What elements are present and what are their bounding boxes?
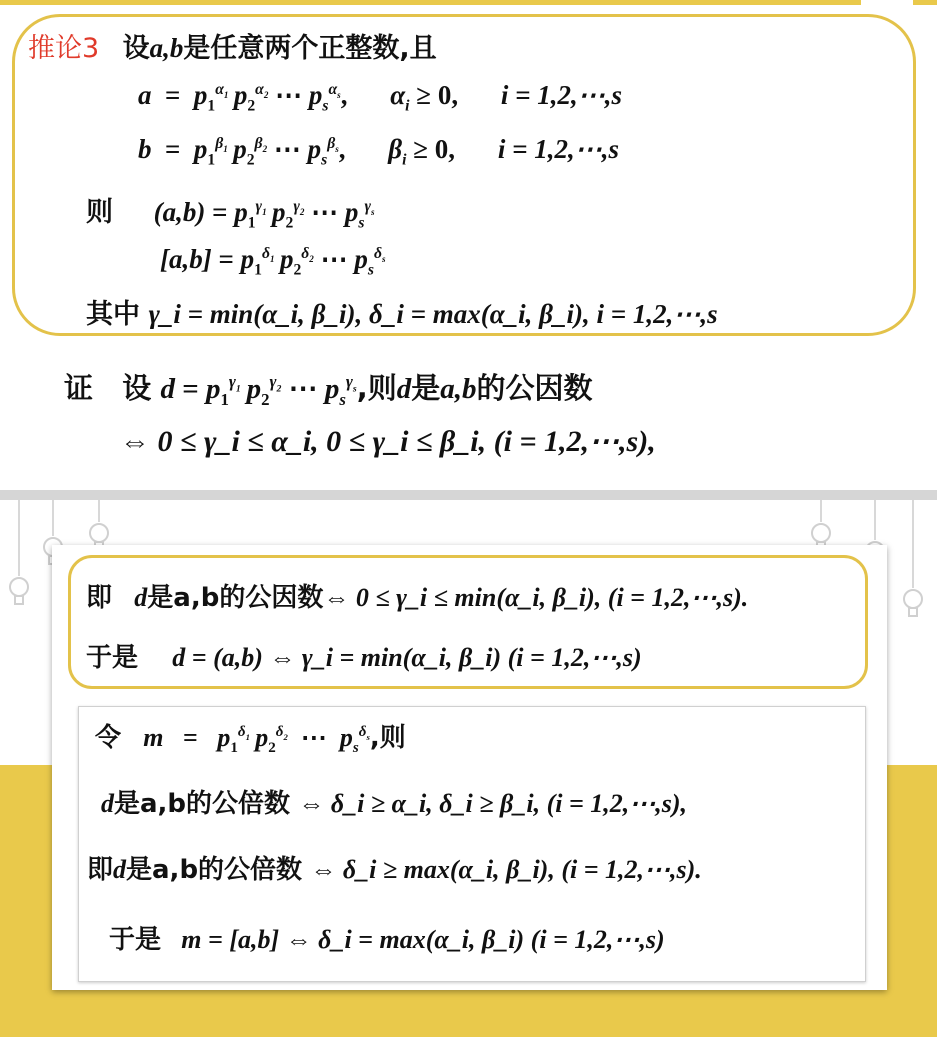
corollary-intro: 设	[122, 33, 150, 64]
slide-proof-continued	[0, 500, 937, 1037]
d-var: d	[160, 373, 175, 405]
gcd-line-1-expr: ⇔ 0 ≤ γ_i ≤ min(α_i, β_i), (i = 1,2,⋯,s).	[323, 583, 749, 612]
proof-is: 是	[411, 371, 441, 405]
lcm-line-4	[109, 919, 665, 956]
lcm-let-line: 令 $m = p_1^{\delta_1}$ $p_2^{\delta_2}$ ⋯ $p_s^{\delta_s}$,则	[95, 723, 406, 757]
beta-cond: ≥ 0,	[413, 134, 456, 164]
proof-ab: a,b	[440, 373, 477, 405]
top-accent-bar	[0, 0, 937, 5]
proof-common-divisor: 的公因数	[476, 371, 593, 405]
proof-intro: 设	[122, 371, 152, 405]
gcd-line-1: 即 d是a,b的公因数⇔ 0 ≤ γ_i ≤ min(α_i, β_i), (i = 1,2,⋯,s).	[86, 583, 749, 613]
lcm-line-3: 即d是a,b的公倍数 ⇔ δ_i ≥ max(α_i, β_i), (i = 1,2,⋯,s).	[87, 855, 702, 885]
d-var-2: d	[396, 373, 412, 405]
lcm-line-3-prefix: 即	[87, 855, 114, 885]
b-range: i = 1,2,⋯,s	[497, 134, 619, 164]
let-label: 令	[95, 723, 122, 753]
a-range: i = 1,2,⋯,s	[500, 80, 622, 110]
lightbulb-icon	[900, 500, 926, 618]
where-clause	[86, 292, 718, 331]
then-label: 则	[86, 197, 113, 228]
gcd-line-2	[86, 637, 642, 674]
a-factorization: $a = p_1^{\alpha_1}$ $p_2^{\alpha_2}$ ⋯ $p_s^{\alpha_s}$, $\alpha_i \ge 0$, i = 1,2,⋯,s	[138, 80, 622, 115]
proof-line-2: ⇔ 0 ≤ γ_i ≤ α_i, 0 ≤ γ_i ≤ β_i, (i = 1,2,⋯,s),	[120, 425, 656, 458]
lcm-box	[78, 706, 866, 982]
gcd-formula: 则 $(a,b) = p_1^{\gamma_1}$ $p_2^{\gamma_2}$ ⋯ $p_s^{\gamma_s}$	[86, 197, 375, 232]
gcd-lhs: (a,b)	[153, 197, 206, 227]
b-factorization: $b = p_1^{\beta_1}$ $p_2^{\beta_2}$ ⋯ $p_s^{\beta_s}$, $\beta_i \ge 0$, i = 1,2,⋯,s	[138, 134, 619, 169]
alpha-cond: ≥ 0,	[416, 80, 459, 110]
where-label: 其中	[86, 299, 140, 330]
proof-line-1: 证 设 $d = p_1^{\gamma_1}$ $p_2^{\gamma_2}$ ⋯ $p_s^{\gamma_s}$,则d是a,b的公因数	[64, 371, 593, 409]
content-card	[52, 545, 887, 990]
cm-text: 是a,b的公倍数	[114, 789, 291, 819]
lcm-then: ,则	[369, 723, 406, 753]
alpha-var: α	[390, 80, 406, 110]
lightbulb-icon	[6, 500, 32, 606]
corollary-intro-rest: 是任意两个正整数,且	[183, 33, 437, 64]
lcm-formula: $[a,b] = p_1^{\delta_1}$ $p_2^{\delta_2}$ ⋯ $p_s^{\delta_s}$	[160, 244, 386, 279]
lcm-line-3-text: 是a,b的公倍数	[126, 855, 303, 885]
beta-var: β	[388, 134, 403, 164]
lcm-lhs: [a,b]	[160, 244, 212, 274]
slide-corollary	[0, 0, 937, 491]
gcd-line-1-prefix: 即	[86, 583, 113, 613]
a-var: a	[138, 80, 152, 110]
top-accent-gap	[861, 0, 913, 5]
b-var: b	[138, 134, 152, 164]
proof-then: ,则	[356, 371, 397, 405]
gcd-line-2-prefix: 于是	[86, 643, 139, 673]
lcm-line-4-expr: m = [a,b] ⇔ δ_i = max(α_i, β_i) (i = 1,2,⋯,s)	[181, 925, 665, 954]
gcd-line-1-text: 是a,b的公因数	[147, 583, 324, 613]
m-var: m	[143, 723, 164, 752]
slide-separator	[0, 490, 937, 500]
corollary-label: 推论3	[28, 33, 100, 64]
lcm-line-4-prefix: 于是	[109, 925, 162, 955]
where-expr: γ_i = min(α_i, β_i), δ_i = max(α_i, β_i), i = 1,2,⋯,s	[148, 299, 718, 329]
corollary-statement	[28, 26, 437, 65]
lcm-cm-line: d是a,b的公倍数 ⇔ δ_i ≥ α_i, δ_i ≥ β_i, (i = 1,2,⋯,s),	[101, 789, 688, 819]
cm-expr: ⇔ δ_i ≥ α_i, δ_i ≥ β_i, (i = 1,2,⋯,s),	[298, 789, 688, 818]
gcd-line-2-expr: d = (a,b) ⇔ γ_i = min(α_i, β_i) (i = 1,2,⋯,s)	[172, 643, 642, 672]
lcm-line-3-expr: ⇔ δ_i ≥ max(α_i, β_i), (i = 1,2,⋯,s).	[310, 855, 702, 884]
corollary-vars: a,b	[149, 33, 184, 63]
proof-label: 证	[64, 371, 94, 405]
